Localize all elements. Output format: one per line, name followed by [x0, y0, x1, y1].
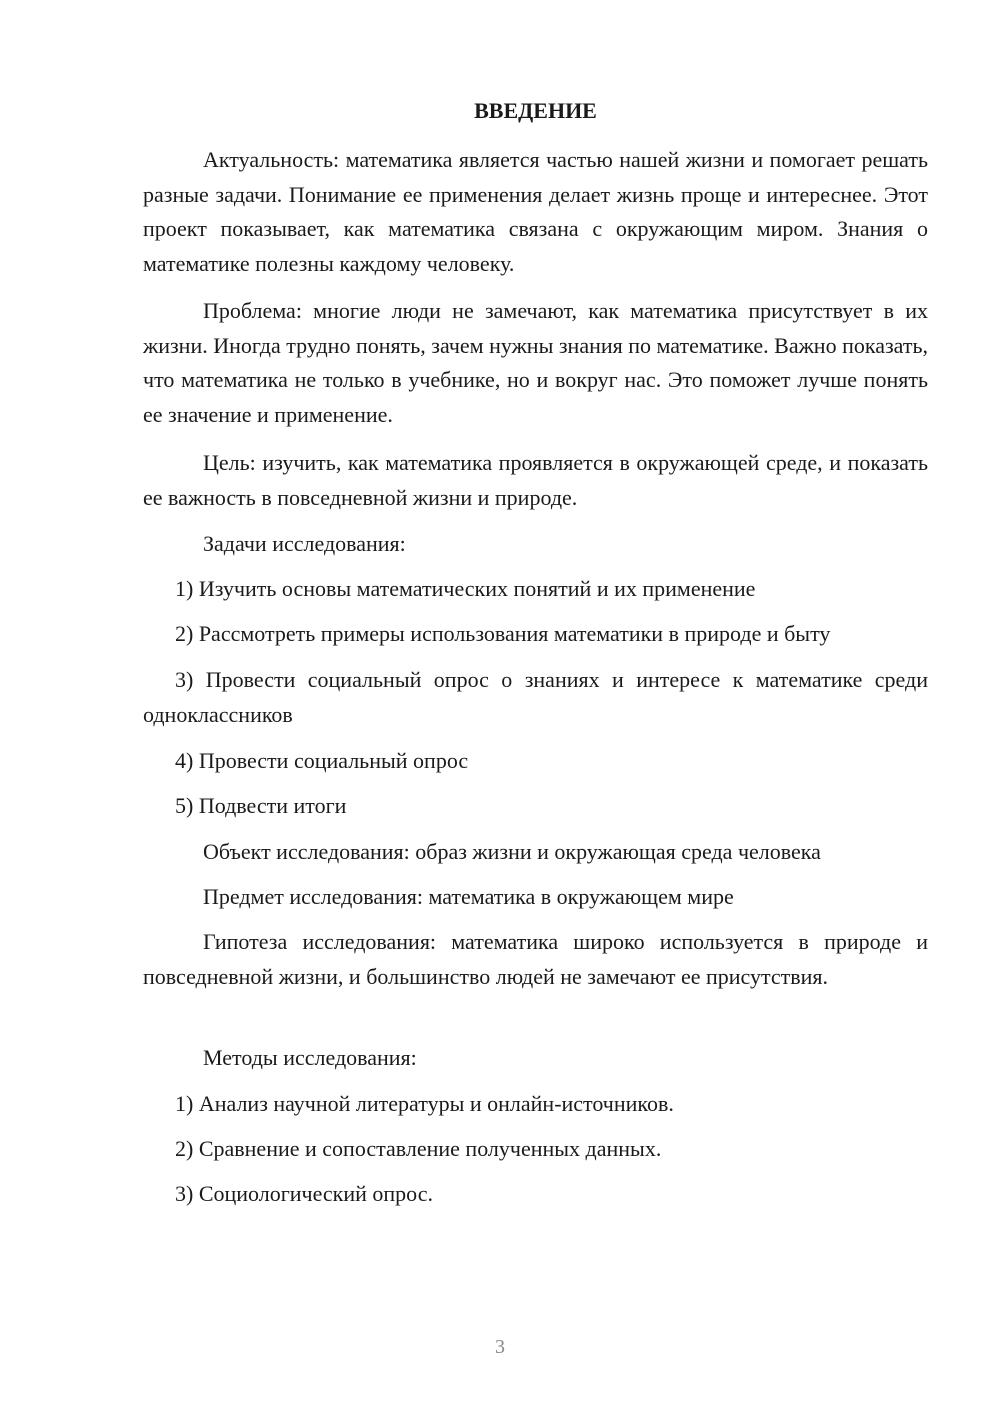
method-item-2: 2) Сравнение и сопоставление полученных данных. — [175, 1136, 662, 1161]
hypothesis-paragraph: Гипотеза исследования: математика широко используется в природе и повседневной жизни, и большинство людей не замечают ее присутствия. — [143, 929, 928, 989]
method-item-1: 1) Анализ научной литературы и онлайн-источников. — [175, 1091, 674, 1116]
page-number: 3 — [495, 1336, 505, 1358]
tasks-heading: Задачи исследования: — [203, 531, 406, 556]
research-object: Объект исследования: образ жизни и окружающая среда человека — [203, 839, 821, 864]
task-item-5: 5) Подвести итоги — [175, 793, 347, 818]
method-item-3: 3) Социологический опрос. — [175, 1181, 433, 1206]
goal-paragraph: Цель: изучить, как математика проявляется в окружающей среде, и показать ее важность в повседневной жизни и природе. — [143, 450, 928, 510]
page-title: ВВЕДЕНИЕ — [474, 98, 597, 123]
task-item-4: 4) Провести социальный опрос — [175, 748, 469, 773]
problem-paragraph: Проблема: многие люди не замечают, как математика присутствует в их жизни. Иногда трудно понять, зачем нужны знания по математике. Важно показать, что математика не только в учебнике, но и вокруг нас. Это поможет лучше понять ее значение и применение. — [143, 298, 928, 427]
task-item-1: 1) Изучить основы математических понятий и их применение — [175, 576, 756, 601]
relevance-paragraph: Актуальность: математика является частью нашей жизни и помогает решать разные задачи. Понимание ее применения делает жизнь проще и интереснее. Этот проект показывает, как математика связана с окружающим миром. Знания о математике полезны каждому человеку. — [143, 147, 928, 276]
task-item-2: 2) Рассмотреть примеры использования математики в природе и быту — [175, 621, 831, 646]
task-item-3: 3) Провести социальный опрос о знаниях и интересе к математике среди одноклассников — [143, 667, 928, 727]
research-subject: Предмет исследования: математика в окружающем мире — [203, 884, 734, 909]
methods-heading: Методы исследования: — [203, 1045, 417, 1070]
